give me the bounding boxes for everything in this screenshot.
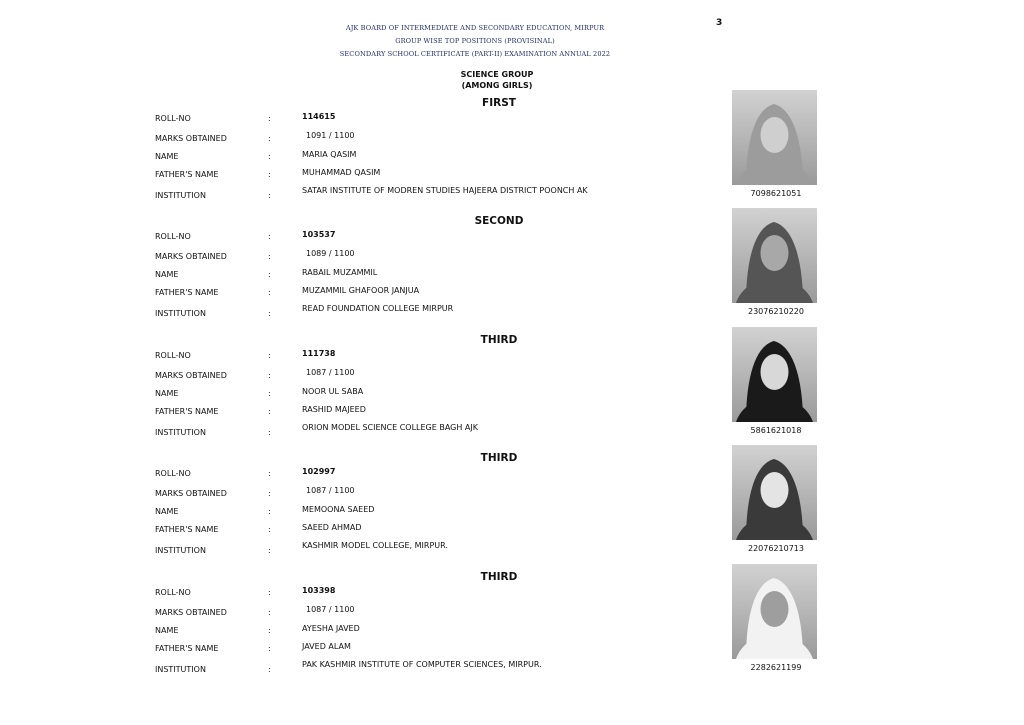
colon-separator: :	[268, 170, 271, 179]
institution-label: INSTITUTION	[155, 191, 206, 200]
institution-value: ORION MODEL SCIENCE COLLEGE BAGH AJK	[302, 423, 479, 432]
institution-label: INSTITUTION	[155, 665, 206, 674]
portrait-silhouette	[732, 445, 817, 540]
photo-id: 22076210713	[748, 544, 804, 553]
position-rank: SECOND	[474, 215, 524, 227]
report-title: GROUP WISE TOP POSITIONS (PROVISINAL)	[395, 37, 555, 45]
colon-separator: :	[268, 191, 271, 200]
roll-no-label: ROLL-NO	[155, 351, 191, 360]
student-name-label: NAME	[155, 507, 179, 516]
marks-obtained-label: MARKS OBTAINED	[155, 489, 227, 498]
colon-separator: :	[268, 469, 271, 478]
roll-no-value: 114615	[302, 112, 336, 121]
marks-obtained-value: 1089 / 1100	[306, 249, 355, 258]
photo-id: 7098621051	[750, 189, 802, 198]
colon-separator: :	[268, 288, 271, 297]
student-name-label: NAME	[155, 626, 179, 635]
group-title: SCIENCE GROUP	[460, 70, 534, 79]
roll-no-value: 111738	[302, 349, 336, 358]
student-name-label: NAME	[155, 270, 179, 279]
institution-label: INSTITUTION	[155, 546, 206, 555]
father-name-label: FATHER'S NAME	[155, 170, 219, 179]
colon-separator: :	[268, 270, 271, 279]
father-name-value: MUZAMMIL GHAFOOR JANJUA	[302, 286, 420, 295]
portrait-silhouette	[732, 564, 817, 659]
institution-value: READ FOUNDATION COLLEGE MIRPUR	[302, 304, 454, 313]
position-entry	[0, 97, 1024, 215]
position-entry	[0, 571, 1024, 689]
position-rank: THIRD	[480, 452, 518, 464]
exam-title: SECONDARY SCHOOL CERTIFICATE (PART-II) EXAMINATION ANNUAL 2022	[339, 50, 611, 58]
student-name-value: AYESHA JAVED	[302, 624, 360, 633]
roll-no-value: 102997	[302, 467, 336, 476]
marks-obtained-value: 1091 / 1100	[306, 131, 355, 140]
colon-separator: :	[268, 644, 271, 653]
institution-value: PAK KASHMIR INSTITUTE OF COMPUTER SCIENCES, MIRPUR.	[302, 660, 542, 669]
marks-obtained-value: 1087 / 1100	[306, 486, 355, 495]
marks-obtained-label: MARKS OBTAINED	[155, 371, 227, 380]
group-subtitle: (AMONG GIRLS)	[461, 81, 533, 90]
photo-id: 23076210220	[748, 307, 804, 316]
marks-obtained-label: MARKS OBTAINED	[155, 608, 227, 617]
roll-no-label: ROLL-NO	[155, 469, 191, 478]
board-title: AJK BOARD OF INTERMEDIATE AND SECONDARY EDUCATION, MIRPUR	[345, 24, 605, 32]
colon-separator: :	[268, 525, 271, 534]
father-name-value: MUHAMMAD QASIM	[302, 168, 381, 177]
student-photo	[732, 445, 817, 540]
marks-obtained-value: 1087 / 1100	[306, 368, 355, 377]
father-name-label: FATHER'S NAME	[155, 644, 219, 653]
father-name-label: FATHER'S NAME	[155, 288, 219, 297]
colon-separator: :	[268, 546, 271, 555]
roll-no-label: ROLL-NO	[155, 232, 191, 241]
position-entry	[0, 215, 1024, 333]
institution-value: KASHMIR MODEL COLLEGE, MIRPUR.	[302, 541, 448, 550]
colon-separator: :	[268, 351, 271, 360]
father-name-value: SAEED AHMAD	[302, 523, 362, 532]
position-entry	[0, 452, 1024, 570]
marks-obtained-value: 1087 / 1100	[306, 605, 355, 614]
colon-separator: :	[268, 626, 271, 635]
institution-label: INSTITUTION	[155, 309, 206, 318]
roll-no-label: ROLL-NO	[155, 114, 191, 123]
marks-obtained-label: MARKS OBTAINED	[155, 134, 227, 143]
colon-separator: :	[268, 134, 271, 143]
institution-label: INSTITUTION	[155, 428, 206, 437]
colon-separator: :	[268, 389, 271, 398]
photo-id: 5861621018	[750, 426, 802, 435]
marks-obtained-label: MARKS OBTAINED	[155, 252, 227, 261]
student-photo	[732, 564, 817, 659]
position-rank: FIRST	[482, 97, 516, 109]
colon-separator: :	[268, 407, 271, 416]
colon-separator: :	[268, 428, 271, 437]
student-photo	[732, 208, 817, 303]
portrait-silhouette	[732, 208, 817, 303]
colon-separator: :	[268, 252, 271, 261]
colon-separator: :	[268, 371, 271, 380]
student-photo	[732, 90, 817, 185]
colon-separator: :	[268, 232, 271, 241]
student-photo	[732, 327, 817, 422]
colon-separator: :	[268, 507, 271, 516]
portrait-silhouette	[732, 327, 817, 422]
father-name-label: FATHER'S NAME	[155, 407, 219, 416]
roll-no-value: 103537	[302, 230, 336, 239]
portrait-silhouette	[732, 90, 817, 185]
student-name-value: RABAIL MUZAMMIL	[302, 268, 378, 277]
colon-separator: :	[268, 588, 271, 597]
colon-separator: :	[268, 489, 271, 498]
page-number: 3	[716, 18, 723, 28]
position-rank: THIRD	[480, 334, 518, 346]
institution-value: SATAR INSTITUTE OF MODREN STUDIES HAJEERA DISTRICT POONCH AK	[302, 186, 588, 195]
student-name-label: NAME	[155, 389, 179, 398]
student-name-value: MARIA QASIM	[302, 150, 357, 159]
position-rank: THIRD	[480, 571, 518, 583]
father-name-value: JAVED ALAM	[302, 642, 351, 651]
father-name-value: RASHID MAJEED	[302, 405, 366, 414]
roll-no-label: ROLL-NO	[155, 588, 191, 597]
position-entry	[0, 334, 1024, 452]
photo-id: 2282621199	[750, 663, 802, 672]
colon-separator: :	[268, 665, 271, 674]
student-name-label: NAME	[155, 152, 179, 161]
colon-separator: :	[268, 114, 271, 123]
student-name-value: NOOR UL SABA	[302, 387, 364, 396]
colon-separator: :	[268, 608, 271, 617]
colon-separator: :	[268, 309, 271, 318]
colon-separator: :	[268, 152, 271, 161]
student-name-value: MEMOONA SAEED	[302, 505, 375, 514]
father-name-label: FATHER'S NAME	[155, 525, 219, 534]
roll-no-value: 103398	[302, 586, 336, 595]
